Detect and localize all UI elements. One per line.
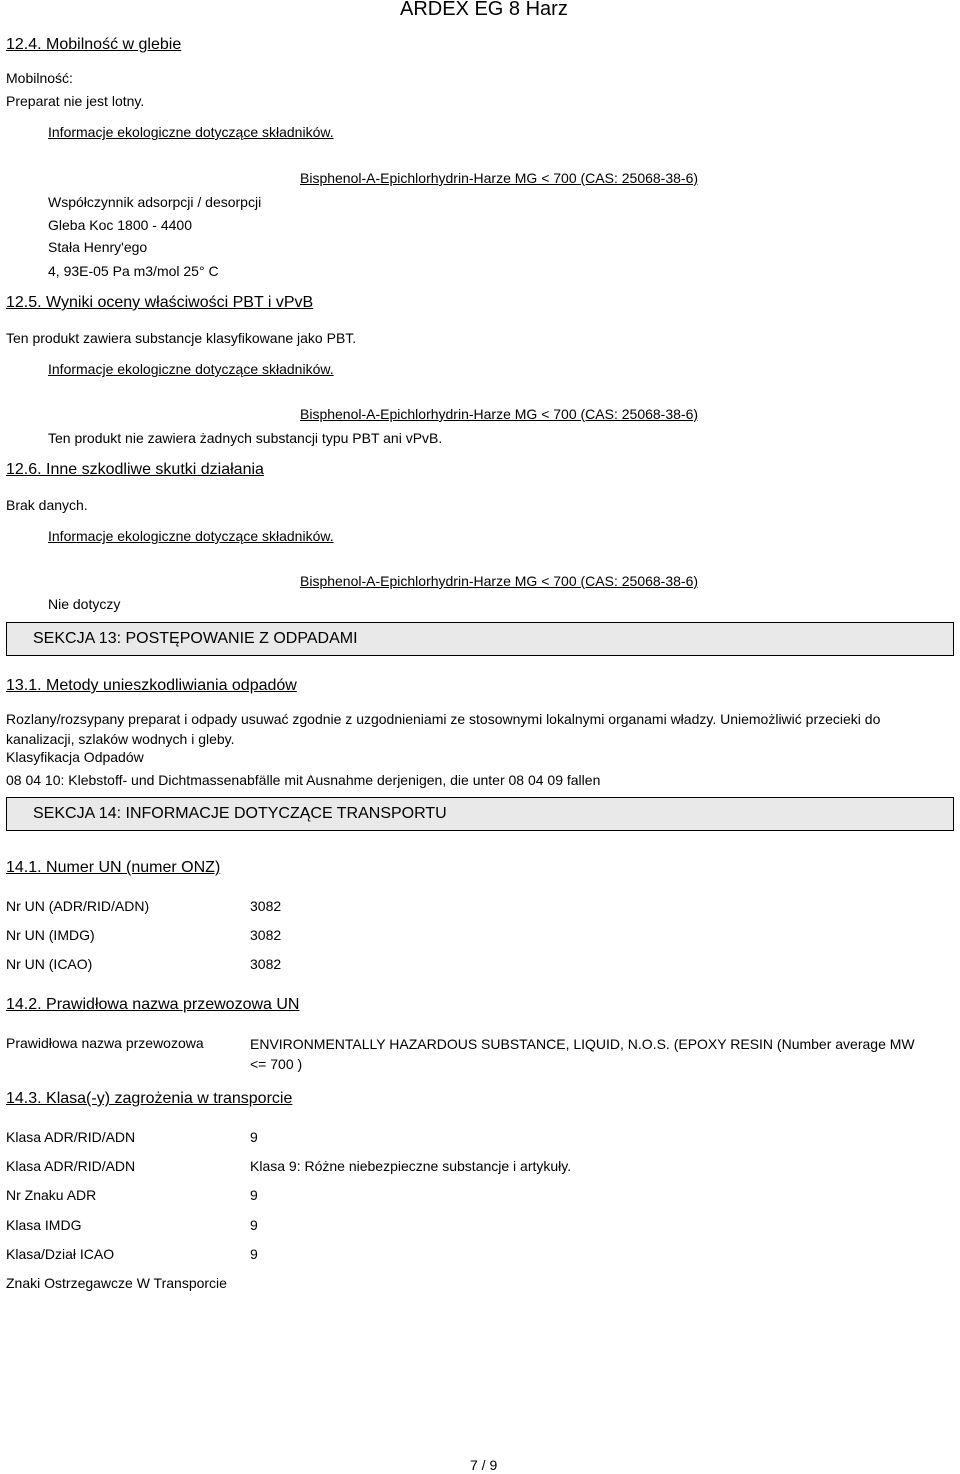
section-14-3-heading: 14.3. Klasa(-y) zagrożenia w transporcie [6,1090,293,1107]
class-value: Klasa 9: Różne niebezpieczne substancje i artykuły. [250,1158,572,1174]
section-13-title: SEKCJA 13: POSTĘPOWANIE Z ODPADAMI [33,630,358,647]
class-value: 9 [250,1129,258,1145]
un-label: Nr UN (ADR/RID/ADN) [6,898,150,914]
un-value: 3082 [250,898,282,914]
substance-name: Bisphenol-A-Epichlorhydrin-Harze MG < 700 (CAS: 25068-38-6) [300,406,699,422]
section-14-1-heading: 14.1. Numer UN (numer ONZ) [6,859,221,876]
eco-info-label: Informacje ekologiczne dotyczące składników. [48,361,334,377]
disposal-text: Rozlany/rozsypany preparat i odpady usuwać zgodnie z uzgodnieniami ze stosownymi lokalnymi organami władzy. Uniemożliwić przecieki do kanalizacji, szlaków wodnych i gleby. [6,711,881,747]
class-label: Klasa ADR/RID/ADN [6,1129,136,1145]
waste-classification-label: Klasyfikacja Odpadów [6,749,144,765]
section-13-banner [6,622,954,656]
un-label: Nr UN (ICAO) [6,956,93,972]
pbt-text: Ten produkt zawiera substancje klasyfikowane jako PBT. [6,330,357,346]
henry-label: Stała Henry'ego [48,239,148,255]
shipping-name-label: Prawidłowa nazwa przewozowa [6,1035,204,1051]
section-12-4-heading: 12.4. Mobilność w glebie [6,36,182,53]
eco-info-label: Informacje ekologiczne dotyczące składników. [48,124,334,140]
mobility-value: Preparat nie jest lotny. [6,93,145,109]
mobility-label: Mobilność: [6,70,73,86]
class-label: Klasa ADR/RID/ADN [6,1158,136,1174]
eco-info-label: Informacje ekologiczne dotyczące składników. [48,528,334,544]
un-value: 3082 [250,927,282,943]
page-number: 7 / 9 [470,1457,498,1473]
not-applicable-text: Nie dotyczy [48,596,121,612]
class-label: Nr Znaku ADR [6,1187,97,1203]
adsorption-row: Współczynnik adsorpcji / desorpcji [48,194,262,210]
substance-name: Bisphenol-A-Epichlorhydrin-Harze MG < 700 (CAS: 25068-38-6) [300,573,699,589]
class-value: 9 [250,1217,258,1233]
section-13-1-heading: 13.1. Metody unieszkodliwiania odpadów [6,677,297,694]
no-data-text: Brak danych. [6,497,88,513]
shipping-name-value: ENVIRONMENTALLY HAZARDOUS SUBSTANCE, LIQUID, N.O.S. (EPOXY RESIN (Number average MW <= 700 ) [250,1036,915,1072]
un-value: 3082 [250,956,282,972]
class-label: Klasa IMDG [6,1217,82,1233]
class-value: 9 [250,1187,258,1203]
section-14-2-heading: 14.2. Prawidłowa nazwa przewozowa UN [6,996,300,1013]
section-14-banner [6,797,954,831]
class-label: Znaki Ostrzegawcze W Transporcie [6,1275,227,1291]
class-label: Klasa/Dział ICAO [6,1246,115,1262]
section-12-6-heading: 12.6. Inne szkodliwe skutki działania [6,461,264,478]
henry-value: 4, 93E-05 Pa m3/mol 25° C [48,263,219,279]
un-label: Nr UN (IMDG) [6,927,95,943]
section-12-5-heading: 12.5. Wyniki oceny właściwości PBT i vPvB [6,294,314,311]
class-value: 9 [250,1246,258,1262]
pbt-substance-text: Ten produkt nie zawiera żadnych substancji typu PBT ani vPvB. [48,430,443,446]
waste-code: 08 04 10: Klebstoff- und Dichtmassenabfälle mit Ausnahme derjenigen, die unter 08 04 09 fallen [6,772,601,788]
section-14-title: SEKCJA 14: INFORMACJE DOTYCZĄCE TRANSPORTU [33,805,447,822]
substance-name: Bisphenol-A-Epichlorhydrin-Harze MG < 700 (CAS: 25068-38-6) [300,170,699,186]
document-header-title: ARDEX EG 8 Harz [400,0,568,20]
koc-row: Gleba Koc 1800 - 4400 [48,217,192,233]
